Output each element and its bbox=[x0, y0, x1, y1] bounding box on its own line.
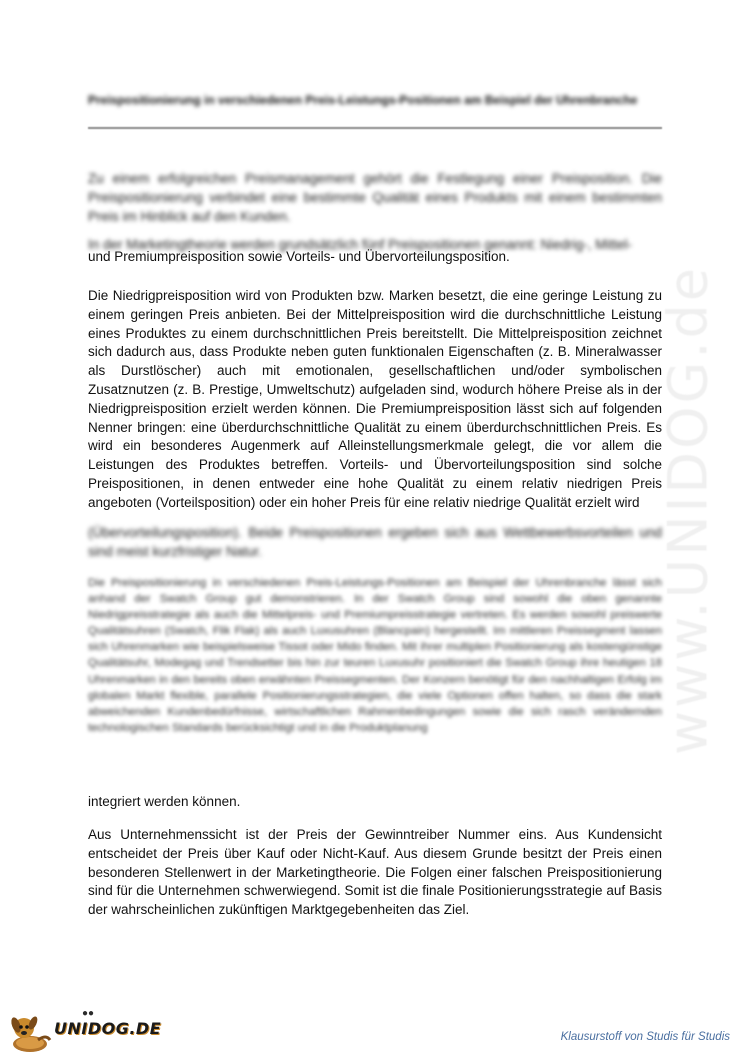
paragraph-positions bbox=[88, 236, 662, 267]
paragraph-intro: Zu einem erfolgreichen Preismanagement gehört die Festlegung einer Preisposition. Die Preispositionierung verbindet eine bestimmte Qualität eines Produkts mit einem bestimmten Preis im Hinblick auf den Kunden. bbox=[88, 171, 662, 224]
unidog-logo bbox=[8, 1008, 162, 1054]
paw-icon: ●● bbox=[82, 1008, 95, 1019]
paragraph-conclusion: Aus Unternehmenssicht ist der Preis der Gewinntreiber Nummer eins. Aus Kundensicht entscheidet der Preis über Kauf oder Nicht-Kauf. Aus diesem Grunde besitzt der Preis einen besonderen Stellenwert in der Marketingtheorie. Die Folgen einer falschen Preispositionierung sind für die Unternehmen schwerwiegend. Somit ist die finale Positionierungsstrategie auf Basis der wahrscheinlichen zukünftigen Marktgegebenheiten das Ziel. bbox=[88, 827, 662, 918]
logo-text: UNIDOG.DE bbox=[54, 1019, 162, 1038]
paragraph-positions-visible: und Premiumpreisposition sowie Vorteils- und Übervorteilungsposition. bbox=[88, 248, 510, 264]
paragraph-swatch-example: Die Preispositionierung in verschiedenen Preis-Leistungs-Positionen am Beispiel der Uhrenbranche lässt sich anhand der Swatch Group gut demonstrieren. In der Swatch Group sind sowohl die oben genannte Niedrigpreisstrategie als auch die Mittelpreis- und Premiumpreisstrategie vertreten. Es werden sowohl preiswerte Qualitätsuhren (Swatch, Flik Flak) als auch Luxusuhren (Blancpain) hergestellt. Im mittleren Preissegment lassen sich Uhrenmarken wie beispielsweise Tissot oder Mido finden. Mit ihrer multiplen Positionierung als kostengünstige Qualitätsuhr, Modegag und Trendsetter bis hin zur teuren Luxusuhr positioniert die Swatch Group ihre heutigen 18 Uhrenmarken in den bereits oben erwähnten Preissegmenten. Der Konzern benötigt für den nachhaltigen Erfolg im globalen Markt flexible, parallele Positionierungsstrategien, die viele Optionen offen halten, so dass die stark abweichenden Kundenbedürfnisse, wirtschaftlichen Rahmenbedingungen sowie die sich rasch verändernden technologischen Standards berücksichtigt und in die Produktplanung bbox=[88, 577, 662, 734]
paragraph-price-positions: Die Niedrigpreisposition wird von Produkten bzw. Marken besetzt, die eine geringe Leistung zu einem geringen Preis anbieten. Bei der Mittelpreisposition wird die durchschnittliche Leistung eines Produktes zu einem durchschnittlichen Preis bereitstellt. Die Mittelpreisposition zeichnet sich dadurch aus, dass Produkte neben guten funktionalen Eigenschaften (z. B. Mineralwasser als Durstlöscher) auch mit emotionalen, gesellschaftlichen und/oder symbolischen Zusatznutzen (z. B. Prestige, Umweltschutz) aufgeladen sind, wodurch höhere Preise als in der Niedrigpreisposition erzielt werden können. Die Premiumpreisposition lässt sich auf folgenden Nenner bringen: eine überdurchschnittliche Qualität zu einem überdurchschnittlichen Preis. Es wird ein besonderes Augenmerk auf Alleinstellungsmerkmale gelegt, die vor allem die Leistungen des Produktes betreffen. Vorteils- und Übervorteilungsposition sind solche Preispositionen, in denen entweder eine hohe Qualität zu einem relativ niedrigen Preis angeboten (Vorteilsposition) oder ein hoher Preis für eine relativ niedrige Qualität erzielt wird bbox=[88, 288, 662, 510]
paragraph-positions-blurred: In der Marketingtheorie werden grundsätzlich fünf Preispositionen genannt: Niedrig-, Mittel- bbox=[88, 237, 633, 252]
dog-mascot-icon bbox=[8, 1010, 56, 1054]
document-title: Preispositionierung in verschiedenen Preis-Leistungs-Positionen am Beispiel der Uhrenbranche bbox=[88, 93, 638, 107]
title-divider bbox=[88, 127, 662, 129]
footer-tagline: Klausurstoff von Studis für Studis bbox=[560, 1031, 730, 1043]
watermark-text: www.UNIDOG.de bbox=[656, 264, 720, 756]
paragraph-price-positions-tail: (Übervorteilungsposition). Beide Preispositionen ergeben sich aus Wettbewerbsvorteilen und sind meist kurzfristiger Natur. bbox=[88, 525, 662, 559]
paragraph-swatch-example-end: integriert werden können. bbox=[88, 794, 241, 809]
